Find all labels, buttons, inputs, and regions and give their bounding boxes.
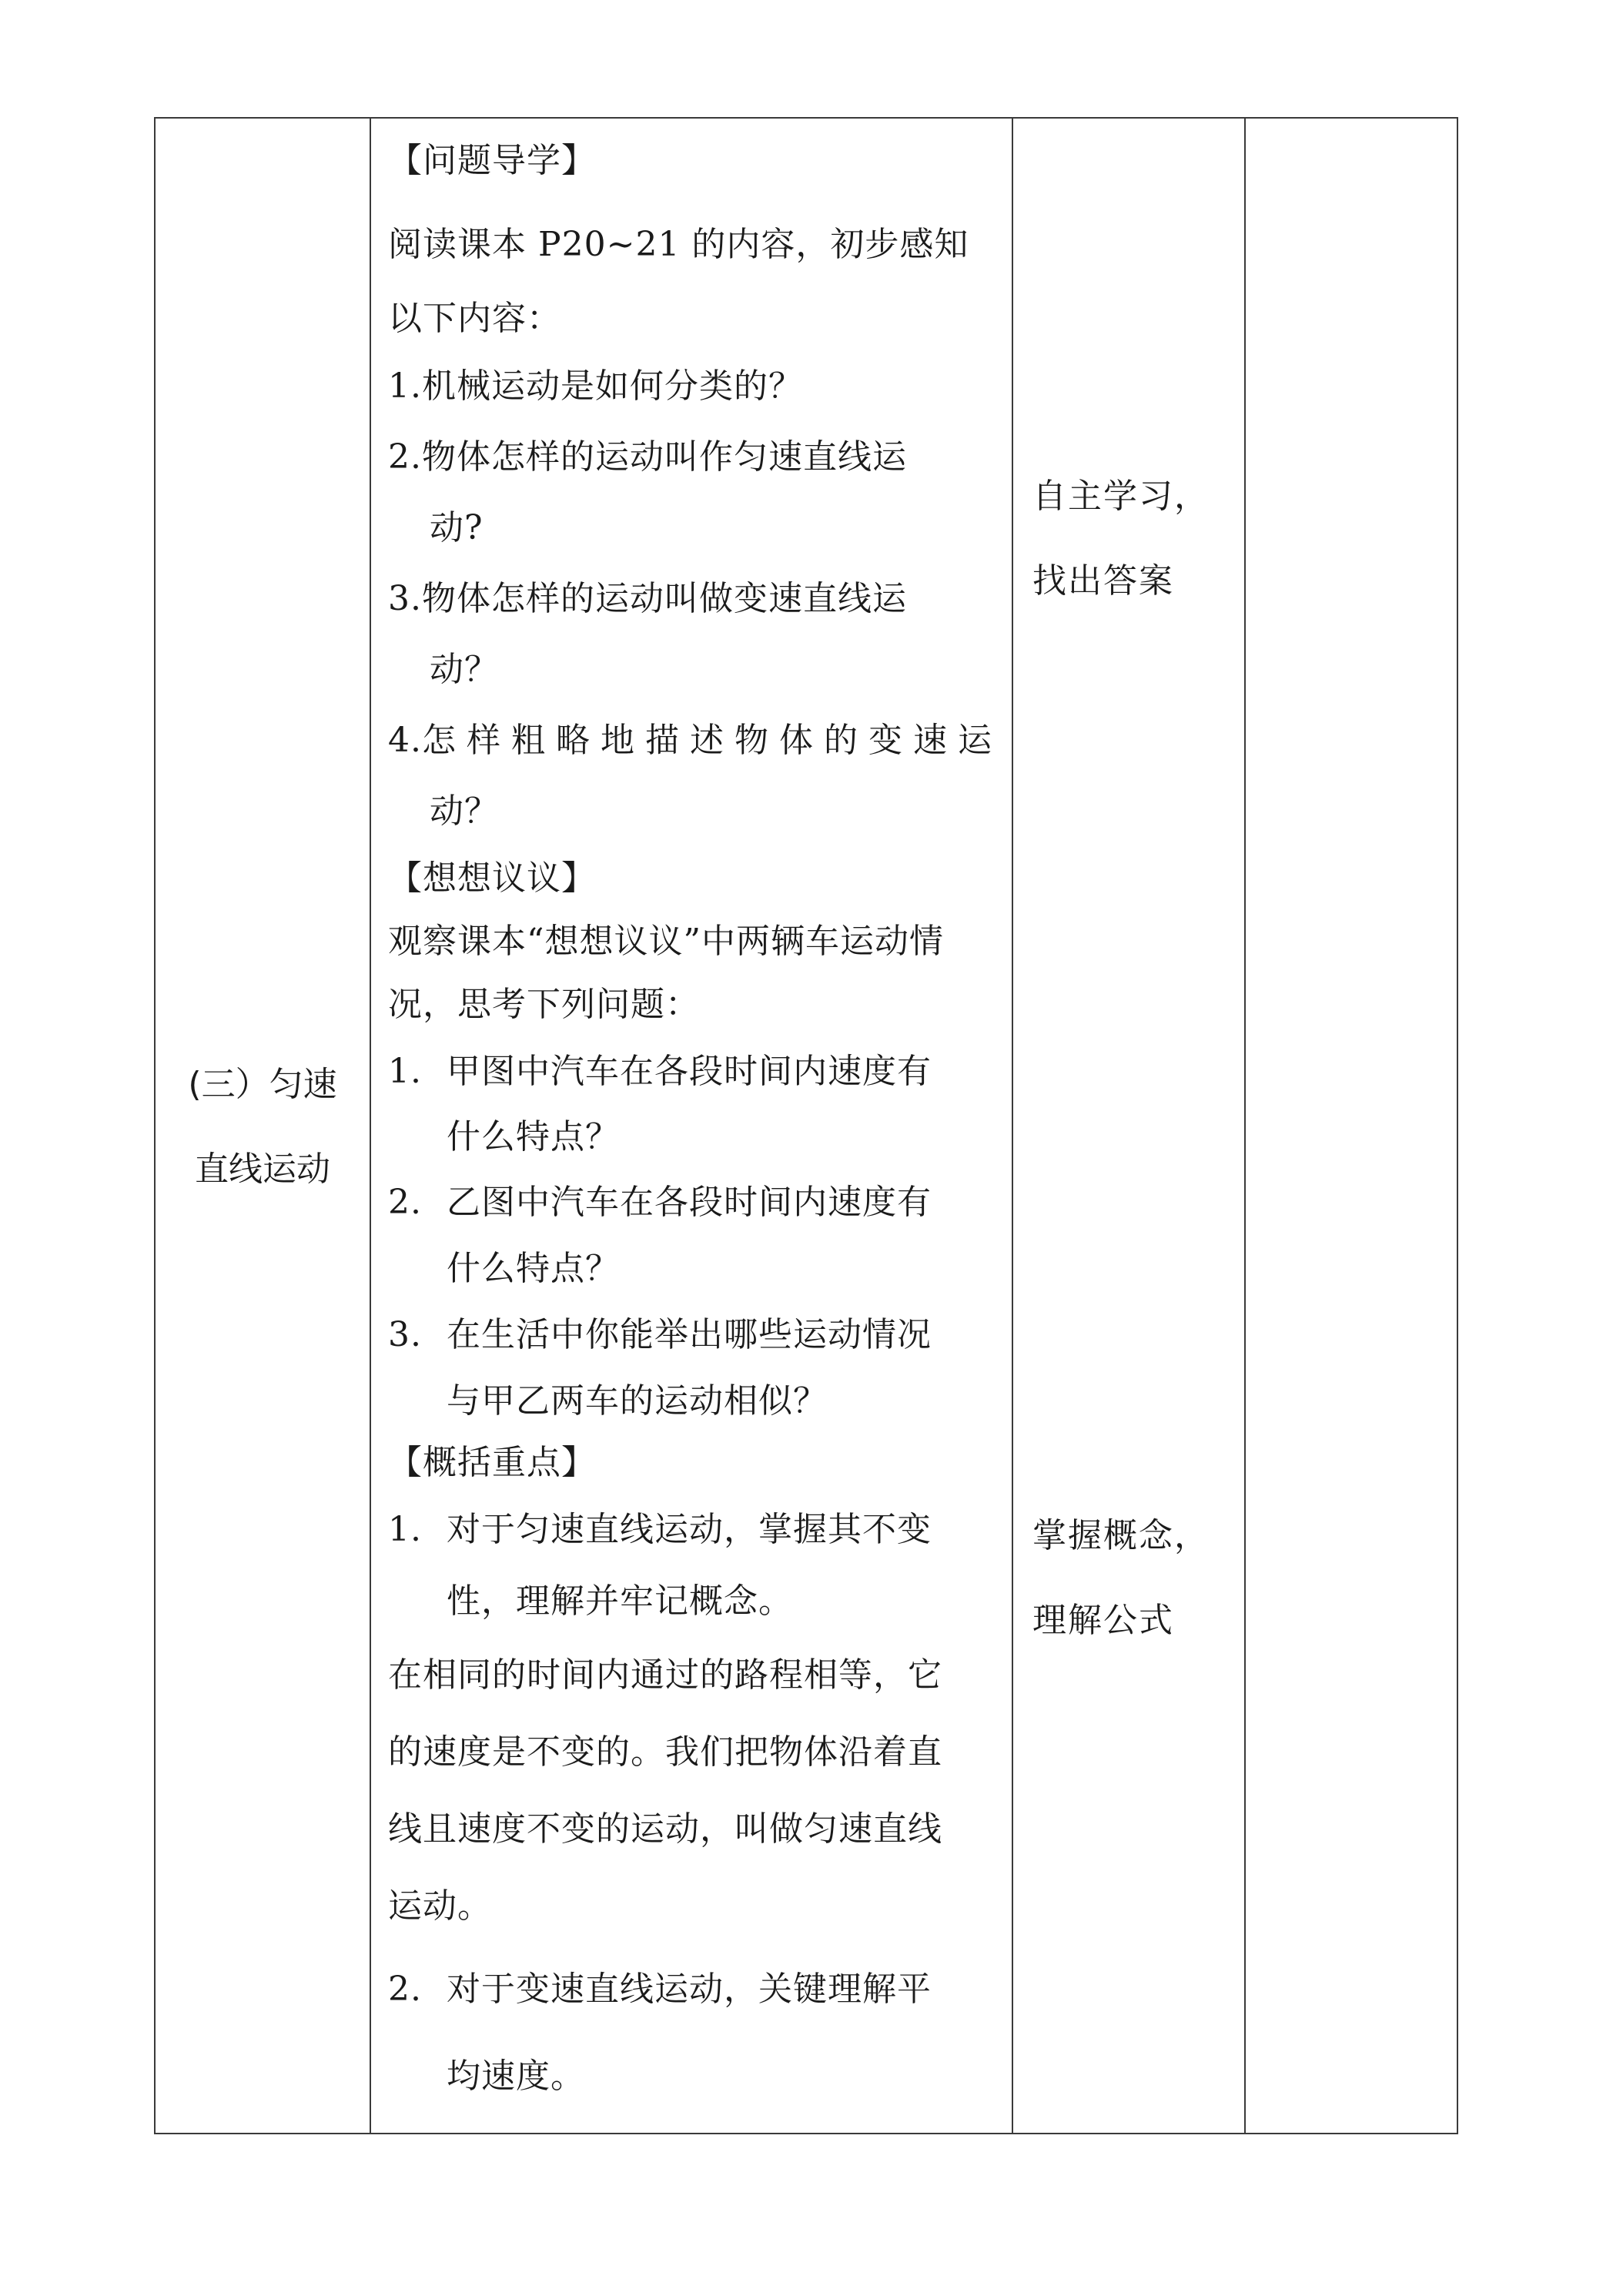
key-point-number: 1. [388,1510,422,1549]
notes-cell [1246,119,1457,2133]
intro-text: 以下内容： [388,299,561,338]
discussion-item [388,1300,1004,1371]
definition-text: 线且速度不变的运动，叫做匀速直线 [388,1809,942,1849]
question-number: 3. [388,579,422,618]
lesson-table [154,117,1458,2134]
definition-text: 运动。 [388,1886,492,1926]
learning-method-cell [1032,1494,1256,1663]
key-point-continuation: 性，理解并牢记概念。 [447,1581,793,1621]
key-point-item [388,1945,1004,2034]
question-continuation: 动？ [430,792,499,831]
question-item [388,564,1004,634]
question-text: 物体怎样的运动叫作匀速直线运 [421,437,907,477]
section-title-line: 直线运动 [195,1150,330,1189]
question-text: 怎样粗略地描述物体的变速运 [421,721,1002,760]
question-number: 2. [388,437,422,477]
discussion-number: 3. [388,1315,422,1354]
key-point-text: 对于变速直线运动，关键理解平 [447,1970,932,2009]
activity-content-cell [388,119,1004,2119]
key-point-item [388,1494,1004,1566]
heading-key-points: 【概括重点】 [388,1443,596,1482]
question-number: 1. [388,366,422,406]
question-item [388,422,1004,493]
question-item [388,705,1004,776]
learning-method-cell [1032,454,1256,624]
column-divider [1012,119,1013,2133]
key-point-text: 对于匀速直线运动，掌握其不变 [447,1510,932,1549]
discussion-text: 乙图中汽车在各段时间内速度有 [447,1183,932,1222]
discussion-number: 1. [388,1052,422,1091]
question-text: 物体怎样的运动叫做变速直线运 [421,579,907,618]
heading-think-discuss: 【想想议议】 [388,858,596,898]
question-number: 4. [388,721,422,760]
discussion-item [388,1167,1004,1238]
observation-text: 况，思考下列问题： [388,985,700,1024]
question-continuation: 动？ [430,650,499,689]
question-item [388,351,1004,422]
question-text: 机械运动是如何分类的？ [421,366,803,406]
definition-text: 在相同的时间内通过的路程相等，它 [388,1655,942,1695]
question-continuation: 动? [430,508,484,547]
discussion-continuation: 与甲乙两车的运动相似？ [447,1381,828,1421]
method-text: 掌握概念， [1032,1516,1210,1555]
discussion-continuation: 什么特点？ [447,1249,620,1288]
intro-text: 阅读课本 P20~21 的内容，初步感知 [388,225,969,264]
section-title-cell [156,1043,370,1212]
discussion-number: 2. [388,1183,422,1222]
observation-text: 观察课本“想想议议”中两辆车运动情 [388,922,944,961]
method-text: 找出答案 [1032,561,1174,601]
discussion-continuation: 什么特点？ [447,1117,620,1156]
method-text: 理解公式 [1032,1601,1174,1640]
method-text: 自主学习， [1032,477,1210,516]
definition-text: 的速度是不变的。我们把物体沿着直 [388,1732,942,1772]
key-point-number: 2. [388,1970,422,2009]
heading-problem-guide: 【问题导学】 [388,141,596,180]
key-point-continuation: 均速度。 [447,2057,585,2096]
discussion-text: 在生活中你能举出哪些运动情况 [447,1315,932,1354]
section-title-line: (三）匀速 [188,1065,337,1104]
column-divider [370,119,371,2133]
discussion-text: 甲图中汽车在各段时间内速度有 [447,1052,932,1091]
discussion-item [388,1036,1004,1107]
